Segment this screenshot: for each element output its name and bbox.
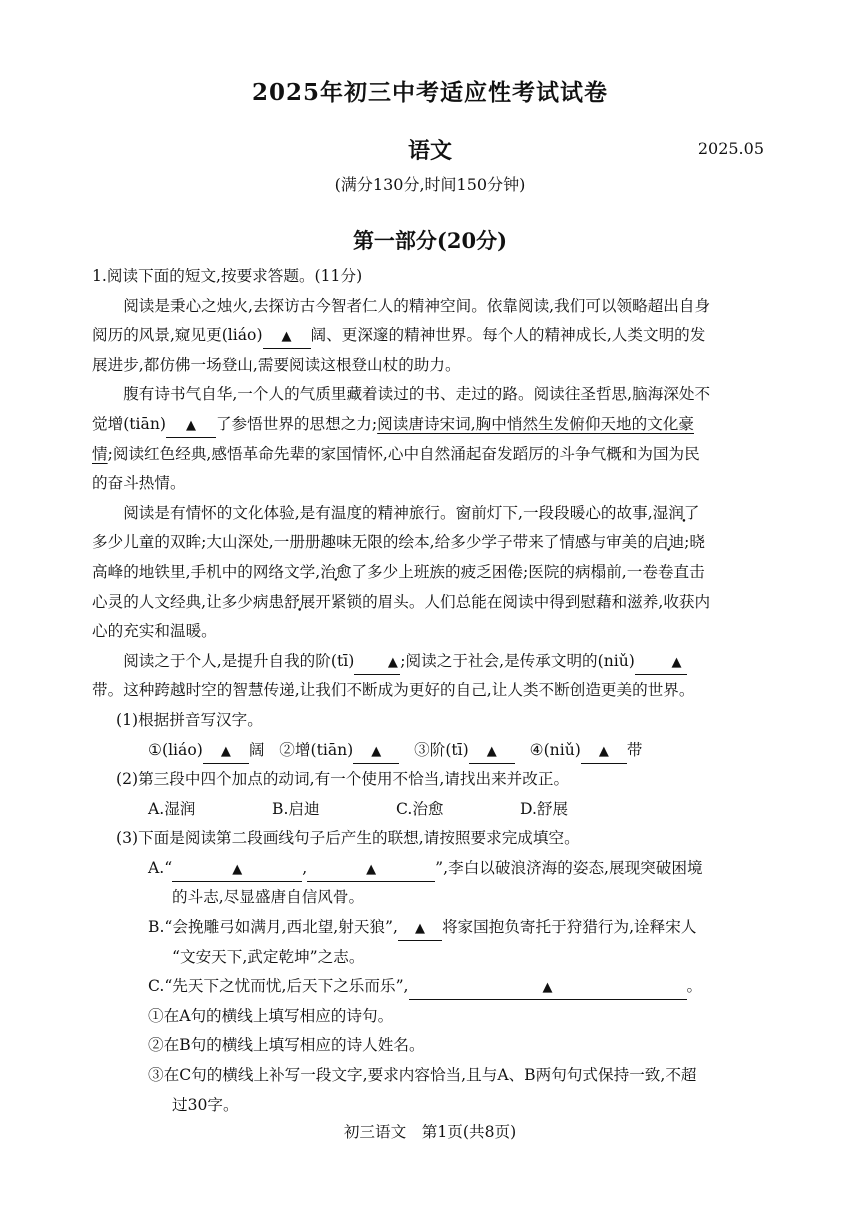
- answer-blank[interactable]: [172, 857, 302, 882]
- triangle-icon: ▲: [387, 654, 398, 670]
- answer-blank[interactable]: [635, 650, 687, 675]
- answer-blank[interactable]: [581, 739, 627, 764]
- dotted-word: 湿润: [652, 503, 684, 522]
- passage-line: 情;阅读红色经典,感悟革命先辈的家国情怀,心中自然涌起奋发蹈厉的斗争气概和为国为民: [92, 444, 700, 463]
- requirement-3-cont: 过30字。: [172, 1095, 239, 1114]
- question-stem: 1.阅读下面的短文,按要求答题。(11分): [92, 267, 363, 285]
- answer-blank[interactable]: [353, 739, 399, 764]
- passage-line: 的奋斗热情。: [92, 474, 186, 493]
- answer-blank[interactable]: [409, 975, 687, 1000]
- triangle-icon: ▲: [220, 743, 231, 759]
- answer-blank[interactable]: [166, 413, 216, 438]
- item-c: C.“先天下之忧而忧,后天下之乐而乐”, ▲ 。: [92, 972, 772, 1002]
- passage-line: 带。这种跨越时空的智慧传递,让我们不断成为更好的自己,让人类不断创造更美的世界。: [92, 681, 695, 700]
- underlined-sentence: 情: [92, 444, 108, 463]
- triangle-icon: ▲: [185, 417, 196, 433]
- triangle-icon: ▲: [232, 861, 243, 877]
- part-heading: 第一部分(20分): [352, 228, 508, 253]
- passage-line: 阅读之于个人,是提升自我的阶(tī) ▲ ;阅读之于社会,是传承文明的(niǔ) ▲: [92, 647, 772, 677]
- passage-line: 腹有诗书气自华,一个人的气质里藏着读过的书、走过的路。阅读往圣哲思,脑海深处不: [123, 385, 711, 404]
- answer-blank[interactable]: [469, 739, 515, 764]
- dotted-word: 启迪: [652, 533, 685, 552]
- pinyin-answers: ①(liáo) ▲ 阔 ②增(tiān) ▲ ③阶(tī) ▲ ④(niǔ) ▲ 带: [92, 736, 772, 766]
- page-footer: 初三语文 第1页(共8页): [343, 1123, 517, 1141]
- sub-question-2: (2)第三段中四个加点的动词,有一个使用不恰当,请找出来并改正。: [116, 770, 570, 789]
- dotted-word: 舒展: [284, 592, 316, 611]
- triangle-icon: ▲: [486, 743, 497, 759]
- subject-title: 语文: [407, 138, 452, 164]
- exam-date: 2025.05: [697, 139, 764, 158]
- triangle-icon: ▲: [371, 743, 382, 759]
- answer-blank[interactable]: [263, 324, 311, 349]
- sub-question-3: (3)下面是阅读第二段画线句子后产生的联想,请按照要求完成填空。: [116, 829, 580, 848]
- triangle-icon: ▲: [671, 654, 682, 670]
- dotted-word: 治愈: [320, 562, 352, 581]
- answer-blank[interactable]: [354, 650, 400, 675]
- passage-line: 多少儿童的双眸;大山深处,一册册趣味无限的绘本,给多少学子带来了情感与审美的启迪;晓: [92, 533, 706, 552]
- answer-blank[interactable]: [398, 916, 442, 941]
- triangle-icon: ▲: [281, 329, 292, 345]
- answer-blank[interactable]: [203, 739, 249, 764]
- option-d[interactable]: D.舒展: [520, 799, 569, 818]
- option-list: [92, 795, 772, 825]
- triangle-icon: ▲: [598, 743, 609, 759]
- item-b-cont: “文安天下,武定乾坤”之志。: [172, 947, 365, 966]
- requirement-3: ③在C句的横线上补写一段文字,要求内容恰当,且与A、B两句句式保持一致,不超: [148, 1066, 697, 1085]
- sub-question-1: (1)根据拼音写汉字。: [116, 710, 263, 729]
- option-c[interactable]: C.治愈: [396, 799, 444, 818]
- passage-line: 心灵的人文经典,让多少病患舒展开紧锁的眉头。人们总能在阅读中得到慰藉和滋养,收获内: [92, 592, 711, 611]
- passage-line: 高峰的地铁里,手机中的网络文学,治愈了多少上班族的疲乏困倦;医院的病榻前,一卷卷直击: [92, 562, 705, 581]
- score-time-info: (满分130分,时间150分钟): [334, 175, 526, 194]
- triangle-icon: ▲: [414, 921, 425, 937]
- item-a: A.“ ▲ , ▲ ”,李白以破浪济海的姿态,展现突破困境: [92, 854, 772, 884]
- passage-line: 阅读是有情怀的文化体验,是有温度的精神旅行。窗前灯下,一段段暖心的故事,湿润了: [123, 503, 700, 522]
- requirement-2: ②在B句的横线上填写相应的诗人姓名。: [148, 1036, 425, 1055]
- question-body: [92, 262, 772, 1120]
- triangle-icon: ▲: [542, 980, 553, 996]
- passage-line: 心的充实和温暖。: [92, 622, 217, 641]
- triangle-icon: ▲: [366, 861, 377, 877]
- item-a-cont: 的斗志,尽显盛唐自信风骨。: [172, 888, 365, 907]
- answer-blank[interactable]: [307, 857, 435, 882]
- option-b[interactable]: B.启迪: [272, 799, 320, 818]
- requirement-1: ①在A句的横线上填写相应的诗句。: [148, 1006, 394, 1025]
- option-a[interactable]: A.湿润: [148, 799, 196, 818]
- exam-title: 2025年初三中考适应性考试试卷: [251, 79, 608, 106]
- passage-line: 阅读是秉心之烛火,去探访古今智者仁人的精神空间。依靠阅读,我们可以领略超出自身: [123, 296, 711, 315]
- passage-line: 觉增(tiān) ▲ 了参悟世界的思想之力;阅读唐诗宋词,胸中悄然生发俯仰天地的文化豪: [92, 410, 772, 440]
- underlined-sentence: 阅读唐诗宋词,胸中悄然生发俯仰天地的文化豪: [377, 414, 694, 433]
- passage-line: 阅历的风景,窥见更(liáo) ▲ 阔、更深邃的精神世界。每个人的精神成长,人类文明的发: [92, 321, 772, 351]
- item-b: B.“会挽雕弓如满月,西北望,射天狼”, ▲ 将家国抱负寄托于狩猎行为,诠释宋人: [92, 913, 772, 943]
- passage-line: 展进步,都仿佛一场登山,需要阅读这根登山杖的助力。: [92, 355, 461, 374]
